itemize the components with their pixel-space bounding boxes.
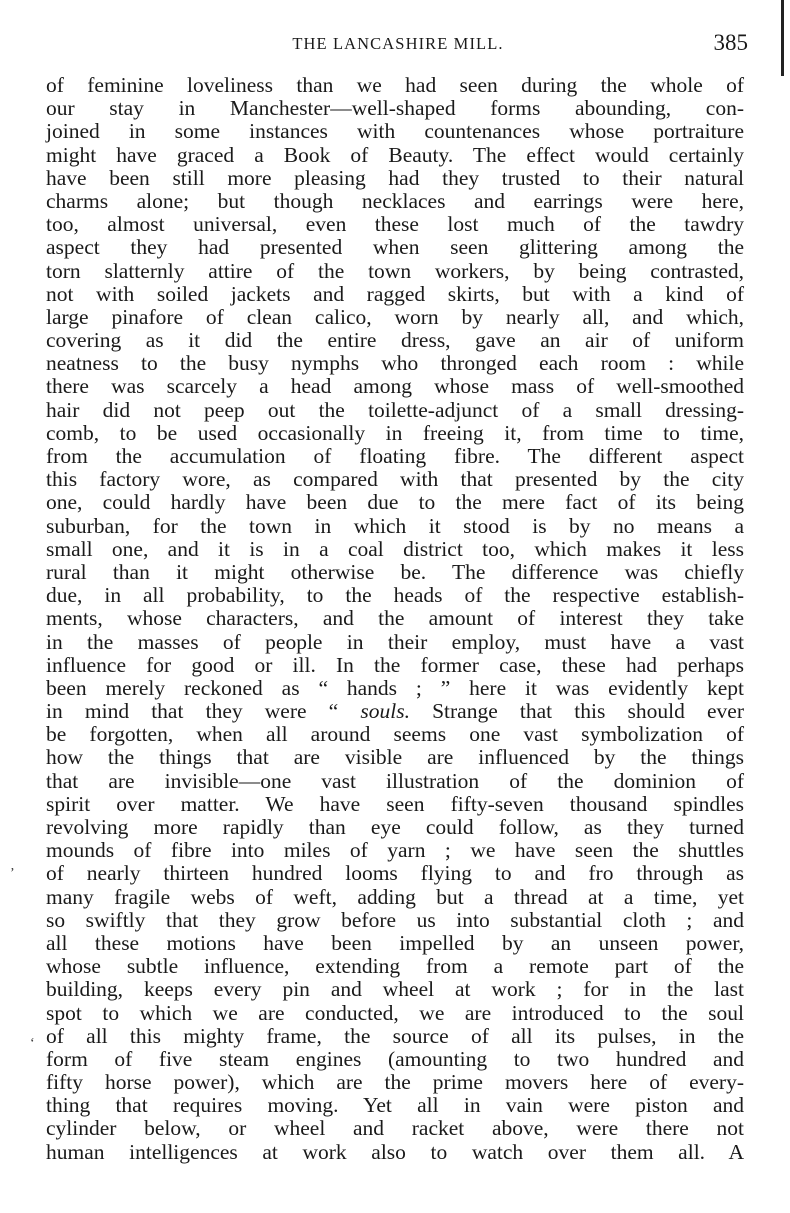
text-line: our stay in Manchester—well-shaped forms abounding, con-	[46, 96, 744, 121]
text-line: neatness to the busy nymphs who thronged each room : while	[46, 351, 744, 376]
text-line: spot to which we are conducted, we are introduced to the soul	[46, 1000, 744, 1025]
gutter-rule	[781, 0, 784, 76]
text-line: of all this mighty frame, the source of all its pulses, in the	[46, 1023, 744, 1048]
page-number: 385	[713, 30, 748, 55]
text-line: not with soiled jackets and ragged skirts, but with a kind of	[46, 281, 744, 306]
text-line: rural than it might otherwise be. The difference was chiefly	[46, 559, 744, 584]
text-line: of feminine loveliness than we had seen during the whole of	[46, 73, 744, 97]
text-line: due, in all probability, to the heads of the respective establish-	[46, 583, 744, 608]
text-line: charms alone; but though necklaces and earrings were here,	[46, 188, 744, 213]
text-line: whose subtle influence, extending from a remote part of the	[46, 954, 744, 979]
italic-word: souls.	[360, 699, 410, 724]
margin-speck: ’	[10, 866, 15, 881]
text-line: comb, to be used occasionally in freeing it, from time to time,	[46, 420, 744, 445]
text-line: this factory wore, as compared with that presented by the city	[46, 467, 744, 492]
text-line: mounds of fibre into miles of yarn ; we have seen the shuttles	[46, 838, 744, 863]
text-line: too, almost universal, even these lost much of the tawdry	[46, 212, 744, 237]
text-line: of nearly thirteen hundred looms flying to and fro through as	[46, 861, 744, 886]
text-line: aspect they had presented when seen glittering among the	[46, 235, 744, 260]
text-line: one, could hardly have been due to the mere fact of its being	[46, 490, 744, 515]
running-head	[48, 30, 748, 56]
text-line: been merely reckoned as “ hands ; ” here it was evidently kept	[46, 675, 744, 700]
text-line: influence for good or ill. In the former case, these had perhaps	[46, 652, 744, 677]
text-line: there was scarcely a head among whose mass of well-smoothed	[46, 374, 744, 399]
text-line: how the things that are visible are influenced by the things	[46, 745, 744, 770]
text-line: form of five steam engines (amounting to two hundred and	[46, 1046, 744, 1071]
text-line: suburban, for the town in which it stood is by no means a	[46, 513, 744, 538]
body-text	[46, 74, 744, 1164]
text-line: human intelligences at work also to watch over them all. A	[46, 1139, 744, 1164]
text-line: covering as it did the entire dress, gave an air of uniform	[46, 328, 744, 353]
text-line: that are invisible—one vast illustration of the dominion of	[46, 768, 744, 793]
text-line: large pinafore of clean calico, worn by nearly all, and which,	[46, 304, 744, 329]
text-line: in the masses of people in their employ, must have a vast	[46, 629, 744, 654]
text-line: cylinder below, or wheel and racket above, were there not	[46, 1116, 744, 1141]
text-line: fifty horse power), which are the prime movers here of every-	[46, 1070, 744, 1095]
text-line: all these motions have been impelled by an unseen power,	[46, 930, 744, 955]
text-line: be forgotten, when all around seems one vast symbolization of	[46, 722, 744, 747]
text-line: many fragile webs of weft, adding but a thread at a time, yet	[46, 884, 744, 909]
text-line: small one, and it is in a coal district too, which makes it less	[46, 536, 744, 561]
text-line: revolving more rapidly than eye could follow, as they turned	[46, 815, 744, 839]
text-line: from the accumulation of floating fibre. The different aspect	[46, 444, 744, 468]
text-line: in mind that they were “ souls. Strange that this should ever	[46, 699, 744, 724]
text-line: have been still more pleasing had they trusted to their natural	[46, 165, 744, 190]
text-line: building, keeps every pin and wheel at work ; for in the last	[46, 977, 744, 1002]
text-line: spirit over matter. We have seen fifty-seven thousand spindles	[46, 791, 744, 816]
text-line: so swiftly that they grow before us into substantial cloth ; and	[46, 907, 744, 932]
text-line: ments, whose characters, and the amount of interest they take	[46, 606, 744, 631]
text-line: thing that requires moving. Yet all in vain were piston and	[46, 1093, 744, 1118]
text-line: torn slatternly attire of the town workers, by being contrasted,	[46, 258, 744, 283]
text-line: joined in some instances with countenances whose portraiture	[46, 119, 744, 144]
running-title: THE LANCASHIRE MILL.	[292, 34, 504, 53]
margin-speck: ‘	[30, 1036, 35, 1051]
text-line: hair did not peep out the toilette-adjunct of a small dressing-	[46, 397, 744, 422]
text-line: might have graced a Book of Beauty. The effect would certainly	[46, 142, 744, 167]
